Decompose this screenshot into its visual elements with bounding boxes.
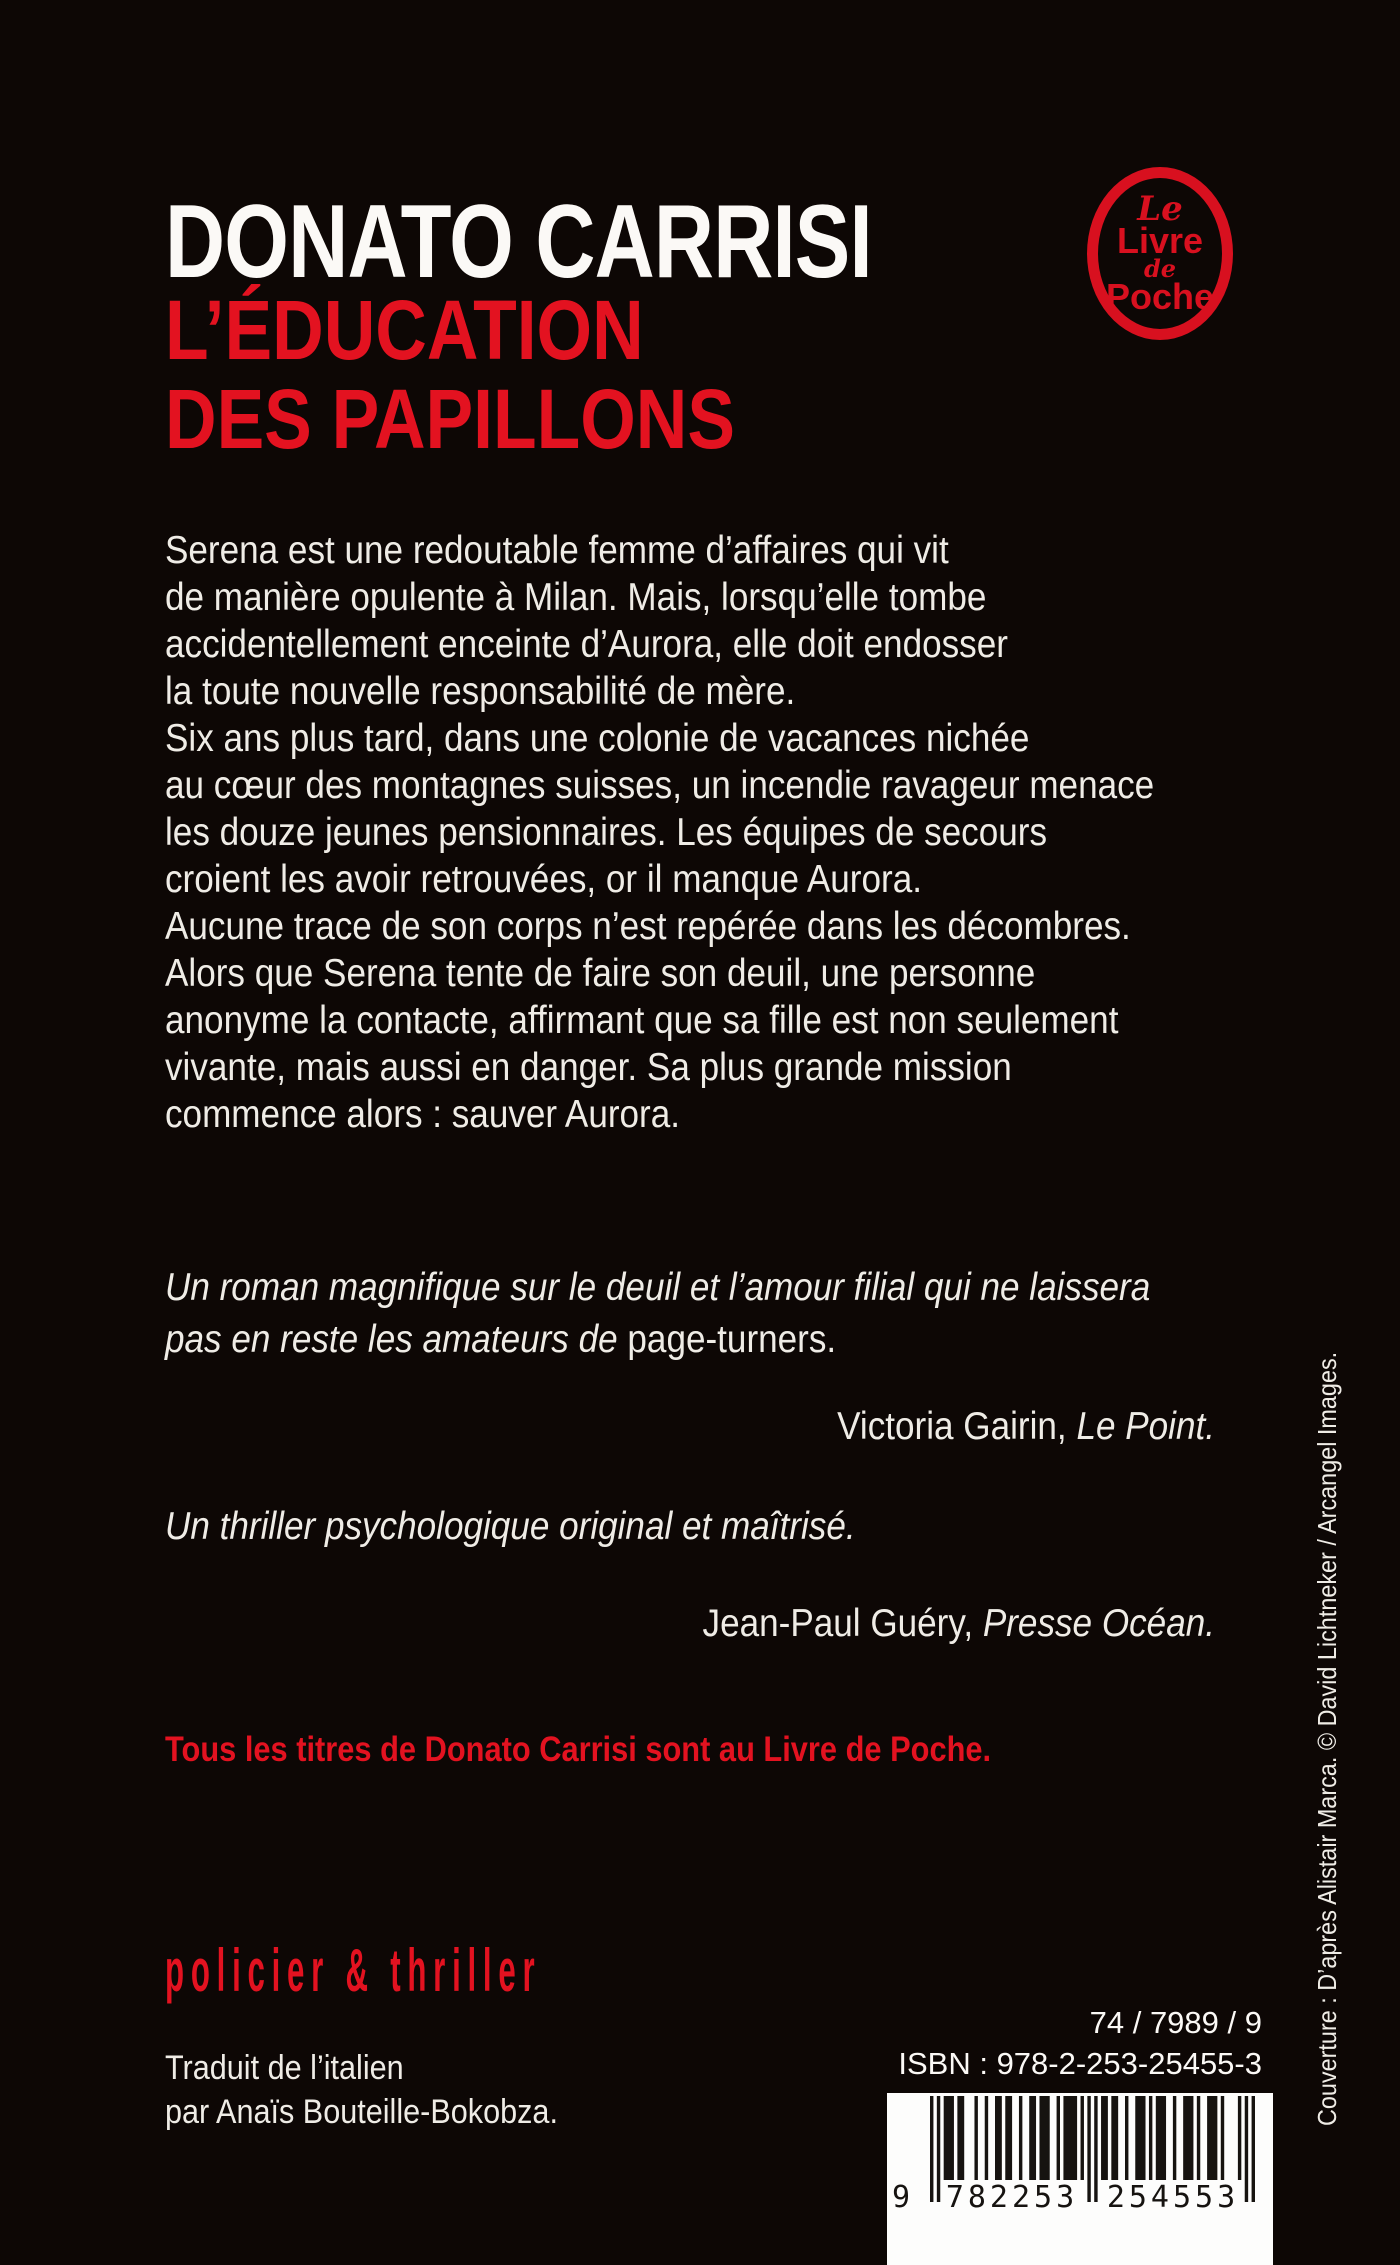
review-attribution-1-name: Victoria Gairin,	[837, 1405, 1077, 1448]
barcode	[887, 2093, 1273, 2265]
synopsis	[165, 527, 1154, 1138]
synopsis-line: au cœur des montagnes suisses, un incendie ravageur menace	[165, 764, 1155, 807]
logo-le: Le	[1137, 188, 1183, 229]
synopsis-line: la toute nouvelle responsabilité de mère.	[165, 670, 796, 713]
review-quote-1-line-1: Un roman magnifique sur le deuil et l’amour filial qui ne laissera	[165, 1266, 1151, 1309]
review-quote-1-line-2-italic: pas en reste les amateurs de	[165, 1318, 628, 1361]
barcode-digits-right: 254553	[1106, 2180, 1240, 2215]
synopsis-line: Alors que Serena tente de faire son deuil, une personne	[165, 952, 1036, 995]
title-line-2: DES PAPILLONS	[165, 372, 735, 466]
barcode-digit-first: 9	[892, 2180, 911, 2215]
synopsis-line: anonyme la contacte, affirmant que sa fille est non seulement	[165, 999, 1119, 1042]
collection-label: policier & thriller	[165, 1937, 542, 2004]
cover-credit: Couverture : D’après Alistair Marca. © David Lichtneker / Arcangel Images.	[1312, 1351, 1342, 2126]
logo-de: de	[1143, 253, 1177, 283]
synopsis-line: commence alors : sauver Aurora.	[165, 1093, 681, 1136]
synopsis-line: accidentellement enceinte d’Aurora, elle doit endosser	[165, 623, 1008, 666]
review-attribution-1	[270, 1404, 1215, 1450]
codes-block	[898, 2002, 1262, 2084]
review-quote-1-line-2-roman: page-turners.	[627, 1318, 837, 1361]
catalog-number: 74 / 7989 / 9	[1089, 2005, 1262, 2040]
synopsis-line: de manière opulente à Milan. Mais, lorsqu’elle tombe	[165, 576, 987, 619]
synopsis-line: croient les avoir retrouvées, or il manque Aurora.	[165, 858, 922, 901]
synopsis-line: Serena est une redoutable femme d’affaires qui vit	[165, 529, 949, 572]
logo-poche: Poche	[1105, 275, 1215, 317]
isbn-number: ISBN : 978-2-253-25455-3	[898, 2046, 1262, 2081]
review-attribution-2-name: Jean-Paul Guéry,	[702, 1602, 983, 1645]
translation-line-2: par Anaïs Bouteille-Bokobza.	[165, 2093, 558, 2131]
author-name: DONATO CARRISI	[165, 184, 872, 300]
title-line-1: L’ÉDUCATION	[165, 283, 644, 377]
synopsis-line: vivante, mais aussi en danger. Sa plus grande mission	[165, 1046, 1012, 1089]
barcode-digits-left: 782253	[945, 2180, 1079, 2215]
synopsis-line: Six ans plus tard, dans une colonie de vacances nichée	[165, 717, 1030, 760]
review-quote-1-line-2	[165, 1314, 1150, 1366]
book-title	[165, 283, 735, 466]
synopsis-line: les douze jeunes pensionnaires. Les équipes de secours	[165, 811, 1047, 854]
promo-line: Tous les titres de Donato Carrisi sont au Livre de Poche.	[165, 1730, 992, 1769]
review-attribution-1-source: Le Point.	[1076, 1405, 1215, 1448]
review-attribution-2-source: Presse Océan.	[982, 1602, 1215, 1645]
review-attribution-2	[270, 1601, 1215, 1647]
translation-note	[165, 2046, 558, 2134]
review-quote-1	[165, 1262, 1150, 1366]
logo-livre: Livre	[1116, 219, 1204, 261]
review-quote-2: Un thriller psychologique original et maîtrisé.	[165, 1505, 856, 1548]
publisher-logo	[1087, 167, 1233, 340]
synopsis-line: Aucune trace de son corps n’est repérée dans les décombres.	[165, 905, 1131, 948]
translation-line-1: Traduit de l’italien	[165, 2049, 404, 2087]
